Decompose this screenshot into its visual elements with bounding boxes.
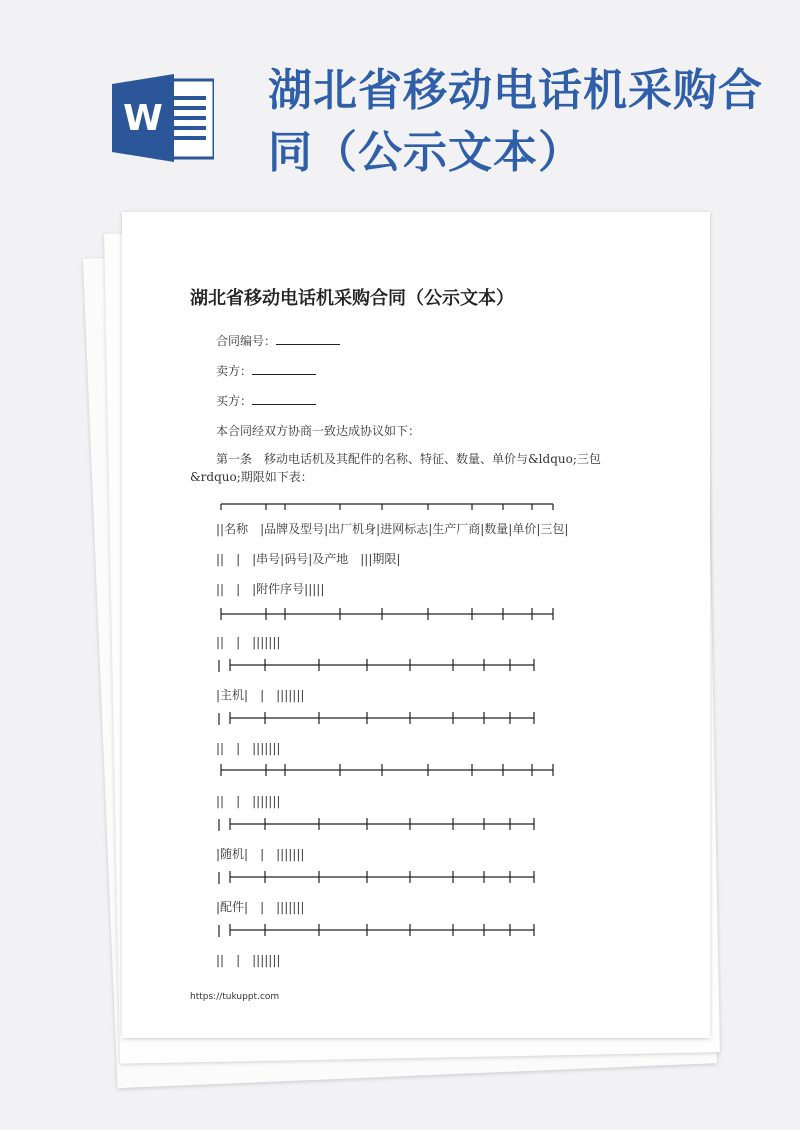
- svg-text:W: W: [123, 98, 163, 139]
- article-1-line-1: 第一条 移动电话机及其配件的名称、特征、数量、单价与&ldquo;三包: [216, 452, 601, 466]
- table-separator-1: [221, 608, 553, 620]
- field-label: 合同编号：: [216, 334, 277, 348]
- table-separator-5: [230, 818, 534, 830]
- banner-title: 湖北省移动电话机采购合同（公示文本）: [268, 65, 763, 178]
- table-row: || | |||||||: [216, 953, 281, 967]
- table-row-accessory-1: |随机| | |||||||: [216, 847, 305, 861]
- table-row: || | |||||||: [216, 741, 281, 755]
- table-separator-6: [230, 871, 534, 883]
- table-row-header-2: || | |串号|码号|及产地 |||期限|: [216, 552, 401, 566]
- intro-paragraph: 本合同经双方协商一致达成协议如下：: [216, 424, 421, 438]
- field-label: 买方：: [216, 394, 253, 408]
- table-row: || | |||||||: [216, 794, 281, 808]
- table-row-main-unit: |主机| | |||||||: [216, 688, 305, 702]
- document-title: 湖北省移动电话机采购合同（公示文本）: [190, 288, 514, 309]
- article-1-line-2: &rdquo;期限如下表：: [190, 470, 313, 484]
- table-separator-2: [230, 659, 534, 671]
- table-separator-7: [230, 924, 534, 936]
- table-row-header-3: || | |附件序号|||||: [216, 582, 325, 596]
- table-border-top: [221, 504, 553, 510]
- table-row-header-1: ||名称 |品牌及型号|出厂机身|进网标志|生产厂商|数量|单价|三包|: [216, 522, 569, 536]
- table-separator-4: [221, 764, 553, 776]
- table-row: || | |||||||: [216, 635, 281, 649]
- footer-url[interactable]: https://tukuppt.com: [190, 992, 280, 1002]
- table-row-accessory-2: |配件| | |||||||: [216, 900, 305, 914]
- table-separator-3: [230, 712, 534, 724]
- field-label: 卖方：: [216, 364, 253, 378]
